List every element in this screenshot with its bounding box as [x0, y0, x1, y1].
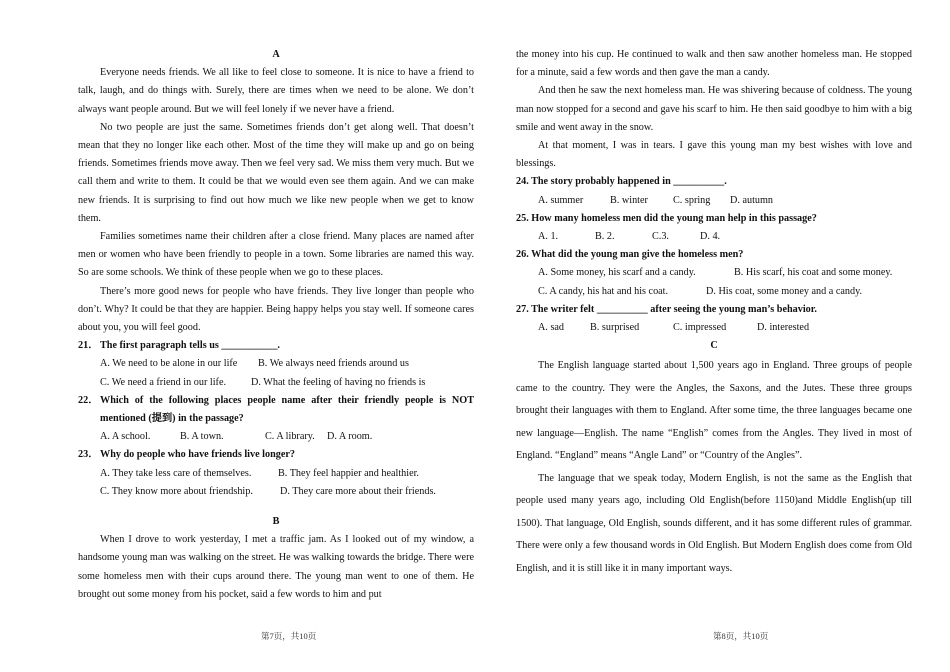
question-21-options-row-1 [100, 355, 474, 373]
option-22-b: B. A town. [180, 431, 224, 443]
passage-a-paragraph-4: There’s more good news for people who have friends. They live longer than people who don’t. Why? It could be that they are happier. Being happy helps you stay well. If someone cares about you, you will feel good. [78, 285, 474, 334]
section-c-heading: C [710, 340, 718, 352]
question-24-options [538, 192, 912, 210]
option-24-b: B. winter [610, 194, 648, 206]
option-23-a: A. They take less care of themselves. [100, 467, 252, 479]
option-26-d: D. His coat, some money and a candy. [706, 285, 863, 297]
option-22-d: D. A room. [327, 431, 373, 443]
question-24: 24. The story probably happened in __________. [516, 176, 727, 188]
option-25-c: C.3. [652, 231, 669, 243]
passage-a-paragraph-3: Families sometimes name their children after a close friend. Many places are named after men or women who have been friendly to people in a town. Some libraries are named this way. So are some schools. We think of these people when we go to these places. [78, 231, 474, 279]
question-27: 27. The writer felt __________ after seeing the young man’s behavior. [516, 303, 817, 315]
option-24-c: C. spring [673, 194, 711, 206]
question-23-options-row-1 [100, 465, 474, 483]
page-footer-right: 第8页，共10页 [713, 631, 769, 641]
option-23-b: B. They feel happier and healthier. [278, 467, 419, 479]
question-26-options-row-1 [538, 264, 912, 282]
passage-a-paragraph-2: No two people are just the same. Sometimes friends don’t get along well. That doesn’t mean that they no longer like each other. Most of the time they will make up and go on being friends. Sometimes friends move away. Then we feel very sad. We miss them very much. But we call them and write to them. It could be that we would even see them again. And we can make new friends. It is surprising to find out how much we like new people when we get to know them. [78, 121, 474, 224]
question-22: 22． Which of the following places people name after their friendly people is NOT mentioned (提到) in the passage? [78, 394, 474, 425]
option-26-a: A. Some money, his scarf and a candy. [538, 267, 696, 279]
option-25-d: D. 4. [700, 231, 721, 243]
question-26-options-row-2 [538, 283, 912, 301]
option-24-a: A. summer [538, 194, 584, 206]
option-22-a: A. A school. [100, 431, 151, 443]
section-c [516, 337, 912, 580]
option-23-d: D. They care more about their friends. [280, 485, 436, 497]
question-27-options [538, 319, 912, 337]
option-21-d: D. What the feeling of having no friends is [251, 376, 426, 388]
passage-b-paragraph-3: At that moment, I was in tears. I gave this young man my best wishes with love and blessings. [516, 140, 912, 170]
section-b-heading: B [272, 516, 280, 528]
passage-b-paragraph-2: And then he saw the next homeless man. He was shivering because of coldness. The young man now stopped for a second and gave his scarf to him. He then said goodbye to him with a big smile and went away in the snow. [516, 85, 912, 133]
option-21-a: A. We need to be alone in our life [100, 358, 238, 370]
option-25-b: B. 2. [595, 231, 615, 243]
option-23-c: C. They know more about friendship. [100, 485, 253, 497]
option-22-c: C. A library. [265, 431, 315, 443]
question-23: 23． Why do people who have friends live longer? [78, 449, 295, 461]
option-21-b: B. We always need friends around us [258, 358, 409, 370]
question-26: 26. What did the young man give the homeless men? [516, 249, 744, 261]
option-26-b: B. His scarf, his coat and some money. [734, 267, 893, 279]
right-page-column [516, 46, 912, 580]
passage-c-paragraph-2: The language that we speak today, Modern English, is not the same as the English that people used many years ago, including Old English(before 1150)and Middle English(up till 1500). That language, Old English, sounds different, and it has some different rules of grammar. There were only a few thousand words in Old English. But Modern English does come from Old English, and it is still like it in many important ways. [516, 472, 912, 574]
question-21: 21． The first paragraph tells us ___________. [78, 340, 280, 352]
section-a-heading: A [272, 49, 280, 60]
passage-b-paragraph-1: When I drove to work yesterday, I met a traffic jam. As I looked out of my window, a handsome young man was walking on the street. He was walking towards the bridge. There were some homeless men with their cups around there. The young man went to one of them. He brought out some money from his pocket, said a few words to him and put [78, 534, 474, 600]
option-24-d: D. autumn [730, 194, 774, 206]
question-25-options [538, 228, 912, 246]
question-22-options [100, 428, 474, 446]
question-23-options-row-2 [100, 483, 474, 501]
page-footer-left: 第7页，共10页 [261, 631, 317, 641]
passage-b-continuation: the money into his cup. He continued to walk and then saw another homeless man. He stopped for a minute, said a few words and then gave the man a candy. [516, 49, 912, 79]
option-27-c: C. impressed [673, 322, 727, 334]
section-spacer [78, 501, 474, 513]
passage-a-paragraph-1: Everyone needs friends. We all like to feel close to someone. It is nice to have a friend to talk, laugh, and do things with. Surely, there are times when we need to be alone. We don’t always want people around. But we will feel lonely if we never have a friend. [78, 67, 474, 115]
option-25-a: A. 1. [538, 231, 559, 243]
option-27-d: D. interested [757, 322, 810, 334]
option-27-a: A. sad [538, 322, 565, 334]
option-26-c: C. A candy, his hat and his coat. [538, 285, 669, 297]
left-page-column [78, 46, 474, 604]
question-25: 25. How many homeless men did the young man help in this passage? [516, 212, 817, 224]
option-27-b: B. surprised [590, 322, 640, 334]
passage-c-paragraph-1: The English language started about 1,500 years ago in England. Three groups of people came to the country. They were the Angles, the Saxons, and the Jutes. These three groups brought their languages with them to England. After some time, the three languages became one new language—English. The name “English” comes from the Angles. They lived in most of England. “England” means “Angle Land” or “Country of the Angles”. [516, 360, 912, 462]
option-21-c: C. We need a friend in our life. [100, 376, 227, 388]
question-21-options-row-2 [100, 374, 474, 392]
